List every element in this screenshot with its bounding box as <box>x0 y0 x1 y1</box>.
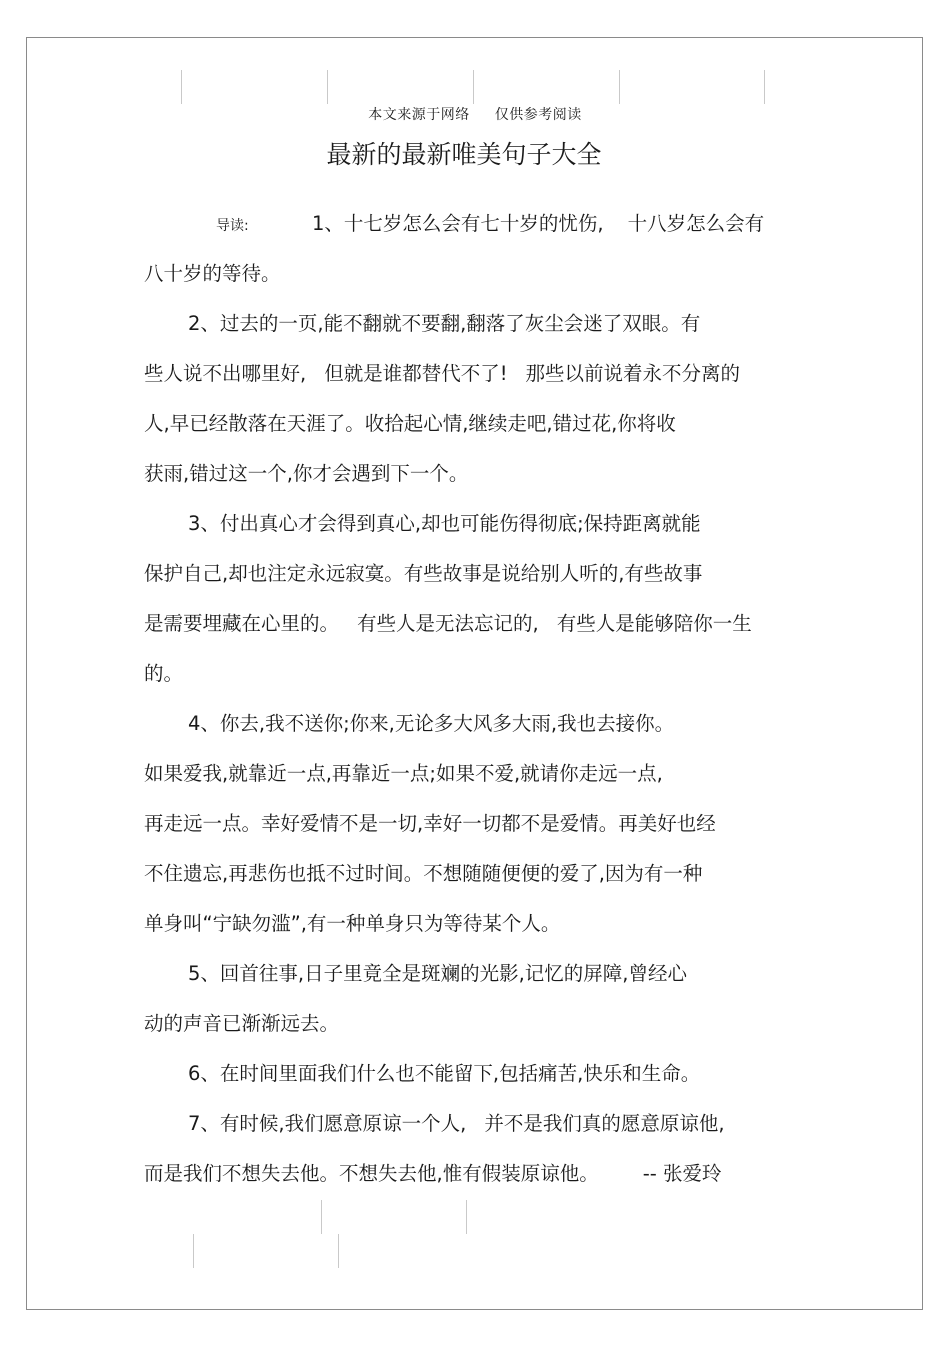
text-line: 3、付出真心才会得到真心,却也可能伤得彻底;保持距离就能 <box>188 512 701 535</box>
scan-divider <box>466 1200 467 1234</box>
text-segment: 1、十七岁怎么会有七十岁的忧伤, <box>312 212 604 235</box>
article-body <box>144 199 809 1199</box>
text-line: 不住遗忘,再悲伤也抵不过时间。不想随随便便的爱了,因为有一种 <box>144 862 703 885</box>
text-line: 2、过去的一页,能不翻就不要翻,翻落了灰尘会迷了双眼。有 <box>188 312 701 335</box>
scan-divider <box>338 1234 339 1268</box>
text-segment: 但就是谁都替代不了! <box>324 362 508 385</box>
text-segment: 有些人是无法忘记的, <box>357 612 539 635</box>
text-line: 如果爱我,就靠近一点,再靠近一点;如果不爱,就请你走远一点, <box>144 762 663 785</box>
text-line <box>144 349 809 399</box>
header-note <box>0 104 950 124</box>
text-segment: 而是我们不想失去他。不想失去他,惟有假装原谅他。 <box>144 1162 599 1185</box>
text-line: 人,早已经散落在天涯了。收拾起心情,继续走吧,错过花,你将收 <box>144 412 676 435</box>
text-line: 再走远一点。幸好爱情不是一切,幸好一切都不是爱情。再美好也经 <box>144 812 716 835</box>
text-segment: 十八岁怎么会有 <box>627 212 765 235</box>
text-line: 6、在时间里面我们什么也不能留下,包括痛苦,快乐和生命。 <box>188 1062 701 1085</box>
text-line: 八十岁的等待。 <box>144 262 281 285</box>
text-segment: 并不是我们真的愿意原谅他, <box>484 1112 725 1135</box>
intro-label: 导读: <box>216 218 249 234</box>
page-title: 最新的最新唯美句子大全 <box>326 140 602 169</box>
text-line <box>144 599 809 649</box>
scan-divider <box>181 70 182 104</box>
text-line: 的。 <box>144 662 184 685</box>
scan-divider <box>321 1200 322 1234</box>
text-segment: 7、有时候,我们愿意原谅一个人, <box>188 1112 467 1135</box>
text-segment: 是需要埋藏在心里的。 <box>144 612 340 635</box>
text-line: 5、回首往事,日子里竟全是斑斓的光影,记忆的屏障,曾经心 <box>188 962 688 985</box>
text-line: 单身叫“宁缺勿滥”,有一种单身只为等待某个人。 <box>144 912 561 935</box>
intro-line <box>144 199 809 249</box>
text-segment: 那些以前说着永不分离的 <box>525 362 741 385</box>
text-segment: 些人说不出哪里好, <box>144 362 307 385</box>
scan-divider <box>764 70 765 104</box>
text-line: 获雨,错过这一个,你才会遇到下一个。 <box>144 462 469 485</box>
scan-divider <box>473 70 474 104</box>
scan-divider <box>327 70 328 104</box>
source-note: 本文来源于网络 <box>368 107 470 123</box>
author-attribution: -- 张爱玲 <box>642 1162 722 1185</box>
text-line <box>144 1099 809 1149</box>
text-segment: 有些人是能够陪你一生 <box>556 612 752 635</box>
text-line: 动的声音已渐渐远去。 <box>144 1012 340 1035</box>
text-line <box>144 1149 809 1199</box>
text-line: 4、你去,我不送你;你来,无论多大风多大雨,我也去接你。 <box>188 712 675 735</box>
scan-divider <box>619 70 620 104</box>
text-line: 保护自己,却也注定永远寂寞。有些故事是说给别人听的,有些故事 <box>144 562 703 585</box>
reference-note: 仅供参考阅读 <box>494 107 582 123</box>
scan-divider <box>193 1234 194 1268</box>
